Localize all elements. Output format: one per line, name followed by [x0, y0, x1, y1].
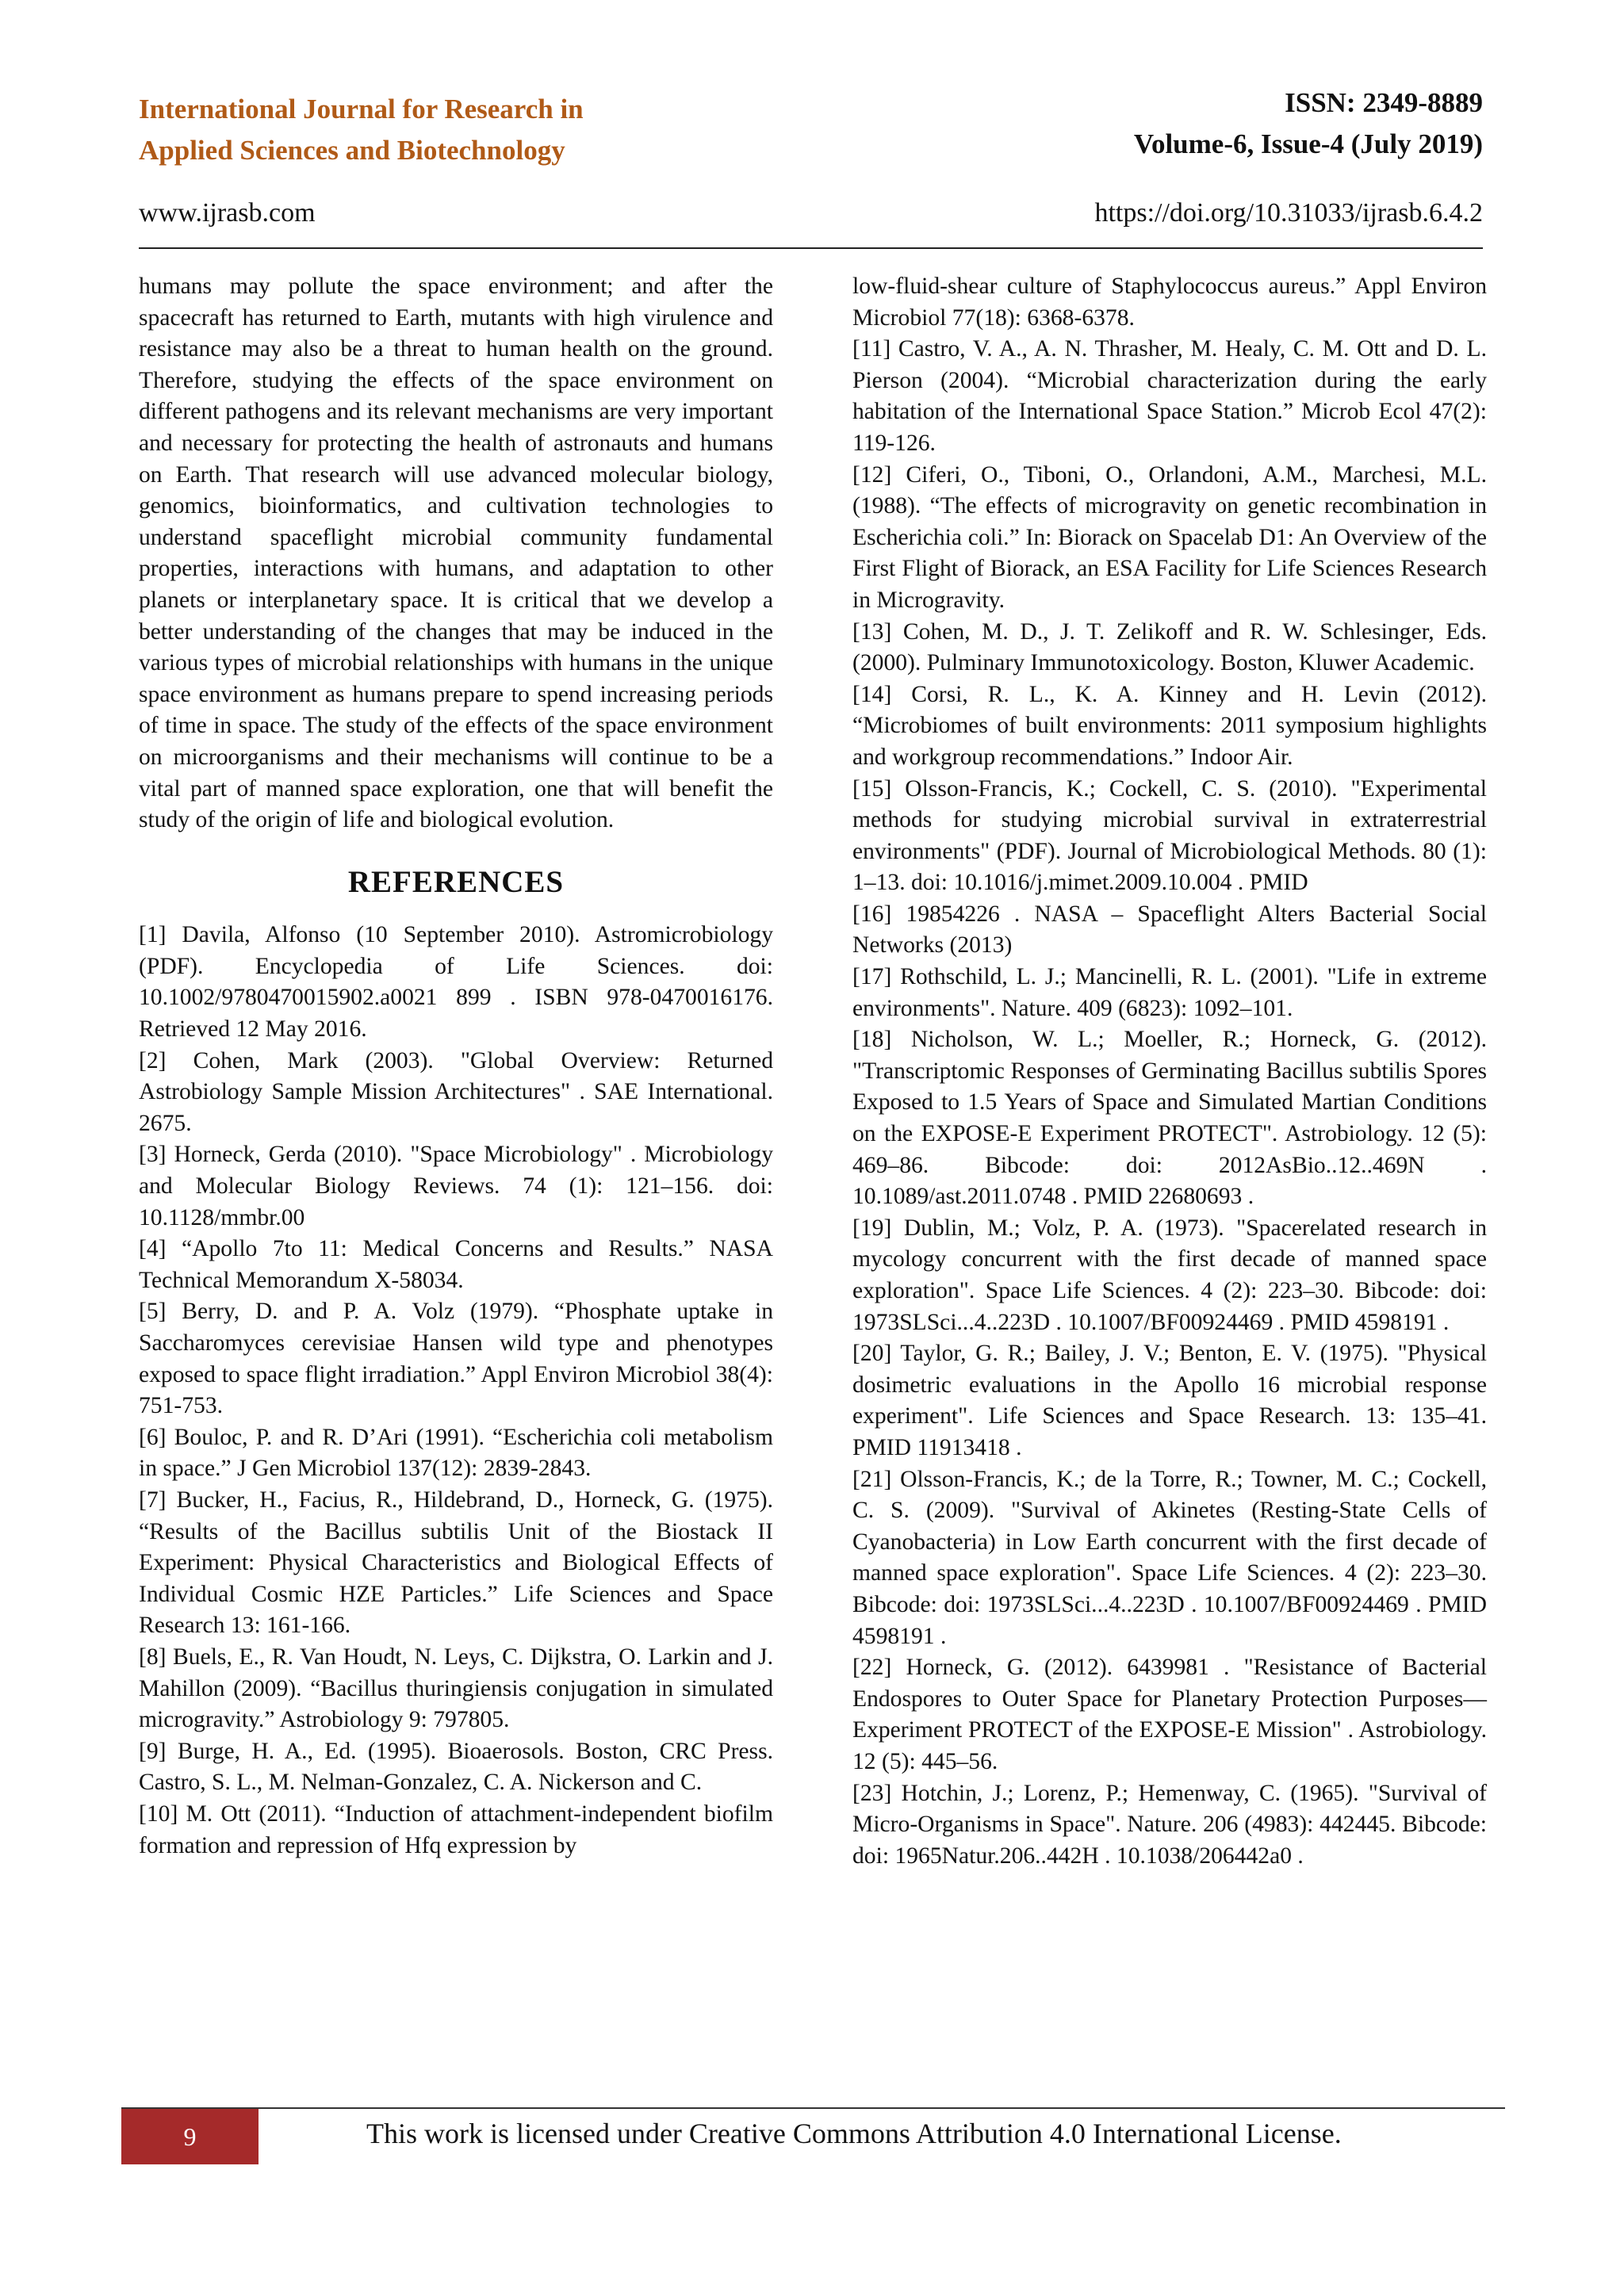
- reference-item: [3] Horneck, Gerda (2010). "Space Microbiology" . Microbiology and Molecular Biology Reviews. 74 (1): 121–156. doi: 10.1128/mmbr.00: [139, 1142, 773, 1230]
- footer-divider: [121, 2107, 1505, 2109]
- reference-item: [10] M. Ott (2011). “Induction of attachment-independent biofilm formation and repression of Hfq expression by: [139, 1800, 773, 1858]
- reference-item: low-fluid-shear culture of Staphylococcus aureus.” Appl Environ Microbiol 77(18): 6368-6378.: [852, 274, 1487, 331]
- reference-item: [17] Rothschild, L. J.; Mancinelli, R. L. (2001). "Life in extreme environments". Nature. 409 (6823): 1092–101.: [852, 964, 1487, 1021]
- reference-item: [2] Cohen, Mark (2003). "Global Overview: Returned Astrobiology Sample Mission Architectures" . SAE International. 2675.: [139, 1047, 773, 1136]
- left-column: [139, 271, 773, 1862]
- reference-item: [18] Nicholson, W. L.; Moeller, R.; Horneck, G. (2012). "Transcriptomic Responses of Germinating Bacillus subtilis Spores Exposed to 1.5 Years of Space and Simulated Martian Conditions on the EXPOSE-E Experiment PROTECT". Astrobiology. 12 (5): 469–86. Bibcode: doi: 2012AsBio..12..469N . 10.1089/ast.2011.0748 . PMID 22680693 .: [852, 1027, 1487, 1210]
- reference-item: [11] Castro, V. A., A. N. Thrasher, M. Healy, C. M. Ott and D. L. Pierson (2004). “Microbial characterization during the early habitation of the International Space Station.” Microb Ecol 47(2): 119-126.: [852, 336, 1487, 456]
- volume-label: Volume-6, Issue-4 (July 2019): [1133, 128, 1483, 159]
- reference-item: [21] Olsson-Francis, K.; de la Torre, R.; Towner, M. C.; Cockell, C. S. (2009). "Survival of Akinetes (Resting-State Cells of Cyanobacteria) in Low Earth concurrent with the first decade of manned space exploration". Space Life Sciences. 4 (2): 223–30. Bibcode: doi: 1973SLSci...4..223D . 10.1007/BF00924469 . PMID 4598191 .: [852, 1466, 1487, 1649]
- reference-item: [14] Corsi, R. L., K. A. Kinney and H. Levin (2012). “Microbiomes of built environments: 2011 symposium highlights and workgroup recommendations.” Indoor Air.: [852, 681, 1487, 770]
- reference-item: [8] Buels, E., R. Van Houdt, N. Leys, C. Dijkstra, O. Larkin and J. Mahillon (2009). “Bacillus thuringiensis conjugation in simulated microgravity.” Astrobiology 9: 797805.: [139, 1644, 773, 1733]
- doi-link[interactable]: https://doi.org/10.31033/ijrasb.6.4.2: [1094, 198, 1483, 228]
- reference-item: [9] Burge, H. A., Ed. (1995). Bioaerosols. Boston, CRC Press. Castro, S. L., M. Nelman-Gonzalez, C. A. Nickerson and C.: [139, 1738, 773, 1796]
- reference-item: [22] Horneck, G. (2012). 6439981 . "Resistance of Bacterial Endospores to Outer Space for Planetary Protection Purposes— Experiment PROTECT of the EXPOSE-E Mission" . Astrobiology. 12 (5): 445–56.: [852, 1655, 1487, 1774]
- reference-item: [19] Dublin, M.; Volz, P. A. (1973). "Spacerelated research in mycology concurrent with the first decade of manned space exploration". Space Life Sciences. 4 (2): 223–30. Bibcode: doi: 1973SLSci...4..223D . 10.1007/BF00924469 . PMID 4598191 .: [852, 1215, 1487, 1335]
- journal-title-line1: International Journal for Research in: [139, 94, 584, 124]
- references-list-left: [139, 920, 773, 1862]
- reference-item: [12] Ciferi, O., Tiboni, O., Orlandoni, A.M., Marchesi, M.L. (1988). “The effects of microgravity on genetic recombination in Escherichia coli.” In: Biorack on Spacelab D1: An Overview of the First Flight of Biorack, an ESA Facility for Life Sciences Research in Microgravity.: [852, 461, 1487, 613]
- reference-item: [1] Davila, Alfonso (10 September 2010). Astromicrobiology (PDF). Encyclopedia of Life Sciences. doi: 10.1002/9780470015902.a0021 899 . ISBN 978-0470016176. Retrieved 12 May 2016.: [139, 922, 773, 1043]
- reference-item: [7] Bucker, H., Facius, R., Hildebrand, D., Horneck, G. (1975). “Results of the Bacillus subtilis Unit of the Biostack II Experiment: Physical Characteristics and Biological Effects of Individual Cosmic HZE Particles.” Life Sciences and Space Research 13: 161-166.: [139, 1487, 773, 1639]
- reference-item: [6] Bouloc, P. and R. D’Ari (1991). “Escherichia coli metabolism in space.” J Gen Microbiol 137(12): 2839-2843.: [139, 1424, 773, 1482]
- reference-item: [20] Taylor, G. R.; Bailey, J. V.; Benton, E. V. (1975). "Physical dosimetric evaluations in the Apollo 16 microbial response experiment". Life Sciences and Space Research. 13: 135–41. PMID 11913418 .: [852, 1341, 1487, 1460]
- reference-item: [16] 19854226 . NASA – Spaceflight Alters Bacterial Social Networks (2013): [852, 901, 1487, 959]
- issue-info: [848, 82, 1483, 165]
- reference-item: [4] “Apollo 7to 11: Medical Concerns and Results.” NASA Technical Memorandum X-58034.: [139, 1236, 773, 1293]
- page-number: 9: [121, 2109, 259, 2164]
- references-heading: REFERENCES: [347, 864, 565, 899]
- reference-item: [23] Hotchin, J.; Lorenz, P.; Hemenway, C. (1965). "Survival of Micro-Organisms in Space". Nature. 206 (4983): 442445. Bibcode: doi: 1965Natur.206..442H . 10.1038/206442a0 .: [852, 1780, 1487, 1869]
- reference-item: [5] Berry, D. and P. A. Volz (1979). “Phosphate uptake in Saccharomyces cerevisiae Hansen wild type and phenotypes exposed to space flight irradiation.” Appl Environ Microbiol 38(4): 751-753.: [139, 1299, 773, 1419]
- right-column: [852, 271, 1487, 1872]
- issn-label: ISSN: 2349-8889: [1285, 87, 1483, 118]
- body-paragraph: humans may pollute the space environment; and after the spacecraft has returned to Earth, mutants with high virulence and resistance may also be a threat to human health on the ground. Therefore, studying the effects of the space environment on different pathogens and its relevant mechanisms are very important and necessary for protecting the health of astronauts and humans on Earth. That research will use advanced molecular biology, genomics, bioinformatics, and cultivation technologies to understand spaceflight microbial community fundamental properties, interactions with humans, and adaptation to other planets or interplanetary space. It is critical that we develop a better understanding of the changes that may be induced in the various types of microbial relationships with humans in the unique space environment as humans prepare to spend increasing periods of time in space. The study of the effects of the space environment on microorganisms and their mechanisms will continue to be a vital part of manned space exploration, one that will benefit the study of the origin of life and biological evolution.: [139, 274, 773, 833]
- journal-website-link[interactable]: www.ijrasb.com: [139, 198, 316, 228]
- references-list-right: [852, 271, 1487, 1872]
- license-notice: This work is licensed under Creative Commons Attribution 4.0 International License.: [366, 2118, 1342, 2149]
- journal-title: [139, 89, 852, 171]
- header-divider: [139, 247, 1483, 249]
- reference-item: [13] Cohen, M. D., J. T. Zelikoff and R. W. Schlesinger, Eds. (2000). Pulminary Immunotoxicology. Boston, Kluwer Academic.: [852, 618, 1487, 676]
- reference-item: [15] Olsson-Francis, K.; Cockell, C. S. (2010). "Experimental methods for studying microbial survival in extraterrestrial environments" (PDF). Journal of Microbiological Methods. 80 (1): 1–13. doi: 10.1016/j.mimet.2009.10.004 . PMID: [852, 775, 1487, 896]
- journal-title-line2: Applied Sciences and Biotechnology: [139, 135, 565, 166]
